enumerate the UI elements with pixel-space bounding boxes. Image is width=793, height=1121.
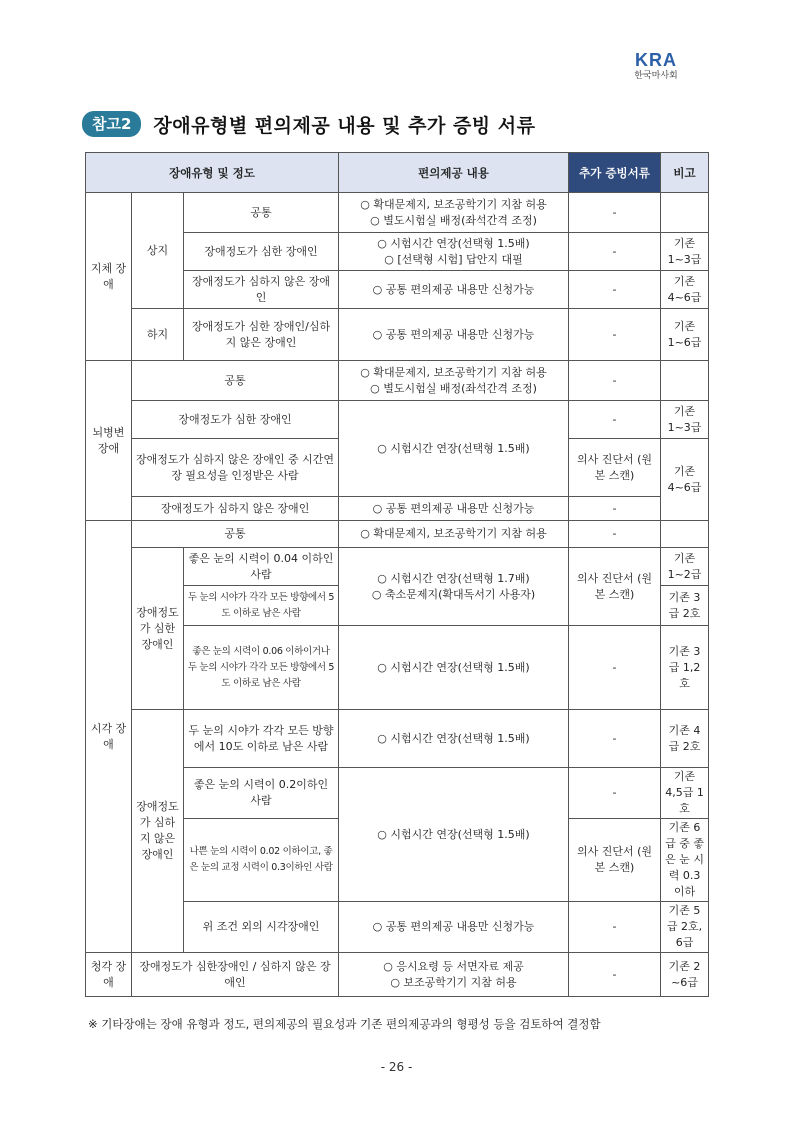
docs-cell: 의사 진단서 (원본 스캔) (569, 548, 661, 626)
content-cell: ○ 시험시간 연장(선택형 1.5배) (339, 710, 569, 768)
reference-badge: 참고2 (82, 111, 141, 137)
condition-cell: 두 눈의 시야가 각각 모든 방향에서 10도 이하로 남은 사람 (184, 710, 339, 768)
header-type: 장애유형 및 정도 (86, 153, 339, 193)
content-cell: ○ 확대문제지, 보조공학기기 지참 허용 ○ 별도시험실 배정(좌석간격 조정) (339, 361, 569, 401)
table-row (86, 361, 709, 401)
condition-cell: 공통 (132, 361, 339, 401)
table-row (86, 401, 709, 439)
content-cell: ○ 시험시간 연장(선택형 1.5배) (339, 401, 569, 497)
condition-cell: 장애정도가 심한 장애인 (132, 401, 339, 439)
condition-cell: 나쁜 눈의 시력이 0.02 이하이고, 좋은 눈의 교정 시력이 0.3이하인 사람 (184, 819, 339, 902)
docs-cell: - (569, 768, 661, 819)
docs-cell: - (569, 710, 661, 768)
content-cell: ○ 공통 편의제공 내용만 신청가능 (339, 902, 569, 953)
content-cell: ○ 시험시간 연장(선택형 1.5배) (339, 768, 569, 902)
docs-cell: - (569, 361, 661, 401)
physical-upper-label: 상지 (132, 193, 184, 309)
note-cell: 기존 4급 2호 (661, 710, 709, 768)
visual-severe-label: 장애정도가 심한 장애인 (132, 548, 184, 710)
condition-cell: 장애정도가 심한 장애인 (184, 233, 339, 271)
note-cell: 기존 2 ~6급 (661, 953, 709, 997)
header-note: 비고 (661, 153, 709, 193)
content-cell: ○ 시험시간 연장(선택형 1.7배) ○ 축소문제지(확대독서기 사용자) (339, 548, 569, 626)
note-cell: 기존 4~6급 (661, 271, 709, 309)
content-cell: ○ 확대문제지, 보조공학기기 지참 허용 (339, 521, 569, 548)
visual-mild-label: 장애정도가 심하지 않은 장애인 (132, 710, 184, 953)
table-row (86, 193, 709, 233)
condition-cell: 위 조건 외의 시각장애인 (184, 902, 339, 953)
docs-cell: - (569, 193, 661, 233)
brain-label: 뇌병변 장애 (86, 361, 132, 521)
condition-cell: 두 눈의 시야가 각각 모든 방향에서 5도 이하로 남은 사람 (184, 586, 339, 626)
docs-cell: - (569, 521, 661, 548)
table-header-row (86, 153, 709, 193)
condition-cell: 공통 (184, 193, 339, 233)
note-cell: 기존 6급 중 좋은 눈 시력 0.3이하 (661, 819, 709, 902)
physical-lower-label: 하지 (132, 309, 184, 361)
docs-cell: 의사 진단서 (원본 스캔) (569, 819, 661, 902)
note-cell: 기존 5급 2호, 6급 (661, 902, 709, 953)
condition-cell: 공통 (132, 521, 339, 548)
page-number: - 26 - (380, 1060, 413, 1074)
accommodation-table (85, 152, 709, 997)
note-cell: 기존 1~6급 (661, 309, 709, 361)
condition-cell: 장애정도가 심한장애인 / 심하지 않은 장애인 (132, 953, 339, 997)
condition-cell: 좋은 눈의 시력이 0.06 이하이거나 두 눈의 시야가 각각 모든 방향에서 5도 이하로 남은 사람 (184, 626, 339, 710)
content-cell: ○ 응시요령 등 서면자료 제공 ○ 보조공학기기 지참 허용 (339, 953, 569, 997)
docs-cell: - (569, 626, 661, 710)
docs-cell: - (569, 271, 661, 309)
content-cell: ○ 공통 편의제공 내용만 신청가능 (339, 497, 569, 521)
docs-cell: 의사 진단서 (원본 스캔) (569, 439, 661, 497)
header-content: 편의제공 내용 (339, 153, 569, 193)
note-cell: 기존 4~6급 (661, 439, 709, 521)
table-row (86, 309, 709, 361)
note-cell (661, 193, 709, 233)
header-docs: 추가 증빙서류 (569, 153, 661, 193)
note-cell: 기존 3급 1,2호 (661, 626, 709, 710)
table-row (86, 710, 709, 768)
condition-cell: 장애정도가 심하지 않은 장애인 중 시간연장 필요성을 인정받은 사람 (132, 439, 339, 497)
docs-cell: - (569, 953, 661, 997)
kra-logo-mark: KRA (635, 50, 677, 70)
kra-logo (626, 50, 686, 82)
docs-cell: - (569, 401, 661, 439)
note-cell: 기존 1~3급 (661, 401, 709, 439)
docs-cell: - (569, 309, 661, 361)
note-cell (661, 521, 709, 548)
table-row (86, 521, 709, 548)
table-row (86, 497, 709, 521)
table-row (86, 548, 709, 586)
note-cell: 기존 1~3급 (661, 233, 709, 271)
note-cell: 기존 1~2급 (661, 548, 709, 586)
content-cell: ○ 확대문제지, 보조공학기기 지참 허용 ○ 별도시험실 배정(좌석간격 조정) (339, 193, 569, 233)
content-cell: ○ 시험시간 연장(선택형 1.5배) (339, 626, 569, 710)
docs-cell: - (569, 497, 661, 521)
docs-cell: - (569, 233, 661, 271)
condition-cell: 장애정도가 심하지 않은 장애인 (132, 497, 339, 521)
section-heading (82, 110, 535, 138)
condition-cell: 좋은 눈의 시력이 0.04 이하인 사람 (184, 548, 339, 586)
docs-cell: - (569, 902, 661, 953)
condition-cell: 장애정도가 심하지 않은 장애인 (184, 271, 339, 309)
content-cell: ○ 공통 편의제공 내용만 신청가능 (339, 309, 569, 361)
note-cell (661, 361, 709, 401)
physical-label: 지체 장애 (86, 193, 132, 361)
note-cell: 기존 3급 2호 (661, 586, 709, 626)
hearing-label: 청각 장애 (86, 953, 132, 997)
note-cell: 기존 4,5급 1호 (661, 768, 709, 819)
condition-cell: 좋은 눈의 시력이 0.2이하인 사람 (184, 768, 339, 819)
visual-label: 시각 장애 (86, 521, 132, 953)
kra-logo-subtitle: 한국마사회 (634, 71, 678, 81)
footnote: ※ 기타장애는 장애 유형과 정도, 편의제공의 필요성과 기존 편의제공과의 형평성 등을 검토하여 결정함 (88, 1017, 601, 1031)
content-cell: ○ 시험시간 연장(선택형 1.5배) ○ [선택형 시험] 답안지 대필 (339, 233, 569, 271)
table-row (86, 953, 709, 997)
condition-cell: 장애정도가 심한 장애인/심하지 않은 장애인 (184, 309, 339, 361)
content-cell: ○ 공통 편의제공 내용만 신청가능 (339, 271, 569, 309)
page-title: 장애유형별 편의제공 내용 및 추가 증빙 서류 (153, 114, 536, 137)
